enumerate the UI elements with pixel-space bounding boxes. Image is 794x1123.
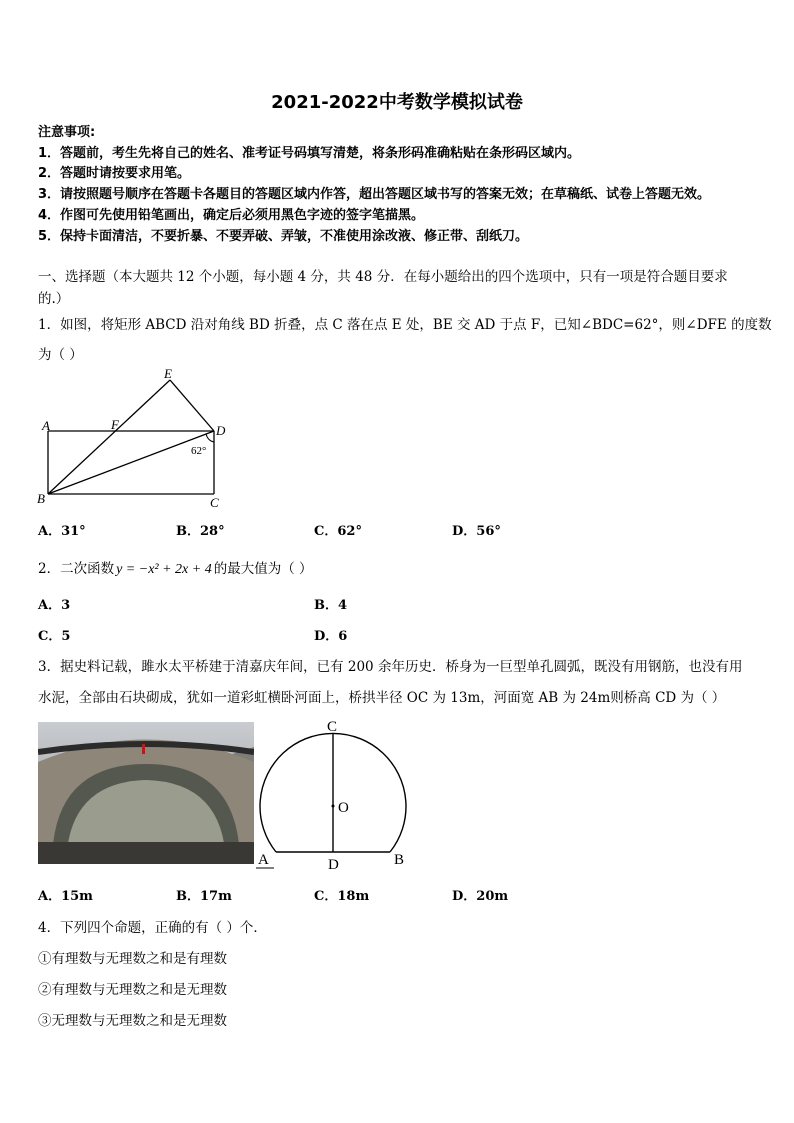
q2-option-d: D．6 — [314, 629, 348, 644]
question-3-stem: 3．据史料记载，雎水太平桥建于清嘉庆年间，已有 200 余年历史．桥身为一巨型单孔圆弧，既没有用钢筋，也没有用 — [38, 659, 743, 675]
label-d: D — [216, 423, 226, 438]
label-d: D — [328, 857, 339, 873]
q1-option-d: D．56° — [452, 524, 501, 539]
segment-be — [48, 380, 170, 494]
arch-diagram — [254, 716, 414, 876]
question-2-stem — [38, 557, 313, 578]
q1-option-c: C．62° — [314, 524, 362, 539]
q1-option-a: A．31° — [38, 524, 86, 539]
label-b: B — [37, 491, 45, 506]
label-e: E — [164, 366, 172, 381]
q4-item-2: ②有理数与无理数之和是无理数 — [38, 982, 227, 998]
angle-arc — [206, 434, 214, 442]
center-point — [332, 805, 335, 808]
angle-label: 62° — [191, 445, 207, 457]
q4-item-1: ①有理数与无理数之和是有理数 — [38, 951, 227, 967]
label-c: C — [327, 719, 338, 735]
label-a: A — [42, 418, 50, 433]
label-b: B — [394, 852, 405, 868]
notice-item: 1．答题前，考生先将自己的姓名、准考证号码填写清楚，将条形码准确粘贴在条形码区域内。 — [38, 146, 581, 161]
q4-item-3: ③无理数与无理数之和是无理数 — [38, 1013, 227, 1029]
label-o: O — [338, 800, 349, 816]
q2-formula: y = −x² + 2x + 4 — [116, 562, 212, 577]
q1-option-b: B．28° — [176, 524, 225, 539]
page-title: 2021-2022中考数学模拟试卷 — [271, 92, 523, 113]
notice-item: 3．请按照题号顺序在答题卡各题目的答题区域内作答，超出答题区域书写的答案无效；在草稿纸、试卷上答题无效。 — [38, 187, 711, 202]
label-f: F — [111, 417, 119, 432]
notice-item: 5．保持卡面清洁，不要折暴、不要弄破、弄皱，不准使用涂改液、修正带、刮纸刀。 — [38, 229, 529, 244]
label-c: C — [210, 495, 219, 510]
notice-item: 4．作图可先使用铅笔画出，确定后必须用黑色字迹的签字笔描黑。 — [38, 208, 425, 223]
question-3-stem-cont: 水泥，全部由石块砌成，犹如一道彩虹横卧河面上，桥拱半径 OC 为 13m，河面宽 AB 为 24m则桥高 CD 为（ ） — [38, 690, 726, 706]
q2-stem-suffix: 的最大值为（ ） — [213, 561, 313, 577]
question-4-stem: 4．下列四个命题，正确的有（ ）个． — [38, 920, 267, 936]
q2-option-a: A．3 — [38, 598, 71, 613]
question-1-stem-cont: 为（ ） — [38, 347, 83, 363]
q3-option-a: A．15m — [38, 889, 93, 904]
section-heading: 一、选择题（本大题共 12 个小题，每小题 4 分，共 48 分．在每小题给出的四个选项中，只有一项是符合题目要求 — [38, 269, 728, 285]
bridge-photo — [38, 722, 254, 864]
segment-ed — [170, 380, 214, 431]
segment-bd — [48, 431, 214, 494]
question-1-stem: 1．如图，将矩形 ABCD 沿对角线 BD 折叠，点 C 落在点 E 处，BE 交 AD 于点 F，已知∠BDC=62°，则∠DFE 的度数 — [38, 317, 772, 333]
q3-option-d: D．20m — [452, 889, 509, 904]
label-a: A — [258, 852, 269, 868]
notice-item: 2．答题时请按要求用笔。 — [38, 166, 191, 181]
q2-option-c: C．5 — [38, 629, 71, 644]
q3-option-c: C．18m — [314, 889, 370, 904]
section-heading-cont: 的.） — [38, 291, 70, 307]
q3-option-b: B．17m — [176, 889, 232, 904]
question-1-figure — [30, 362, 240, 512]
notice-heading: 注意事项: — [38, 125, 96, 140]
q2-option-b: B．4 — [314, 598, 348, 613]
q2-stem-prefix: 2．二次函数 — [38, 561, 115, 577]
